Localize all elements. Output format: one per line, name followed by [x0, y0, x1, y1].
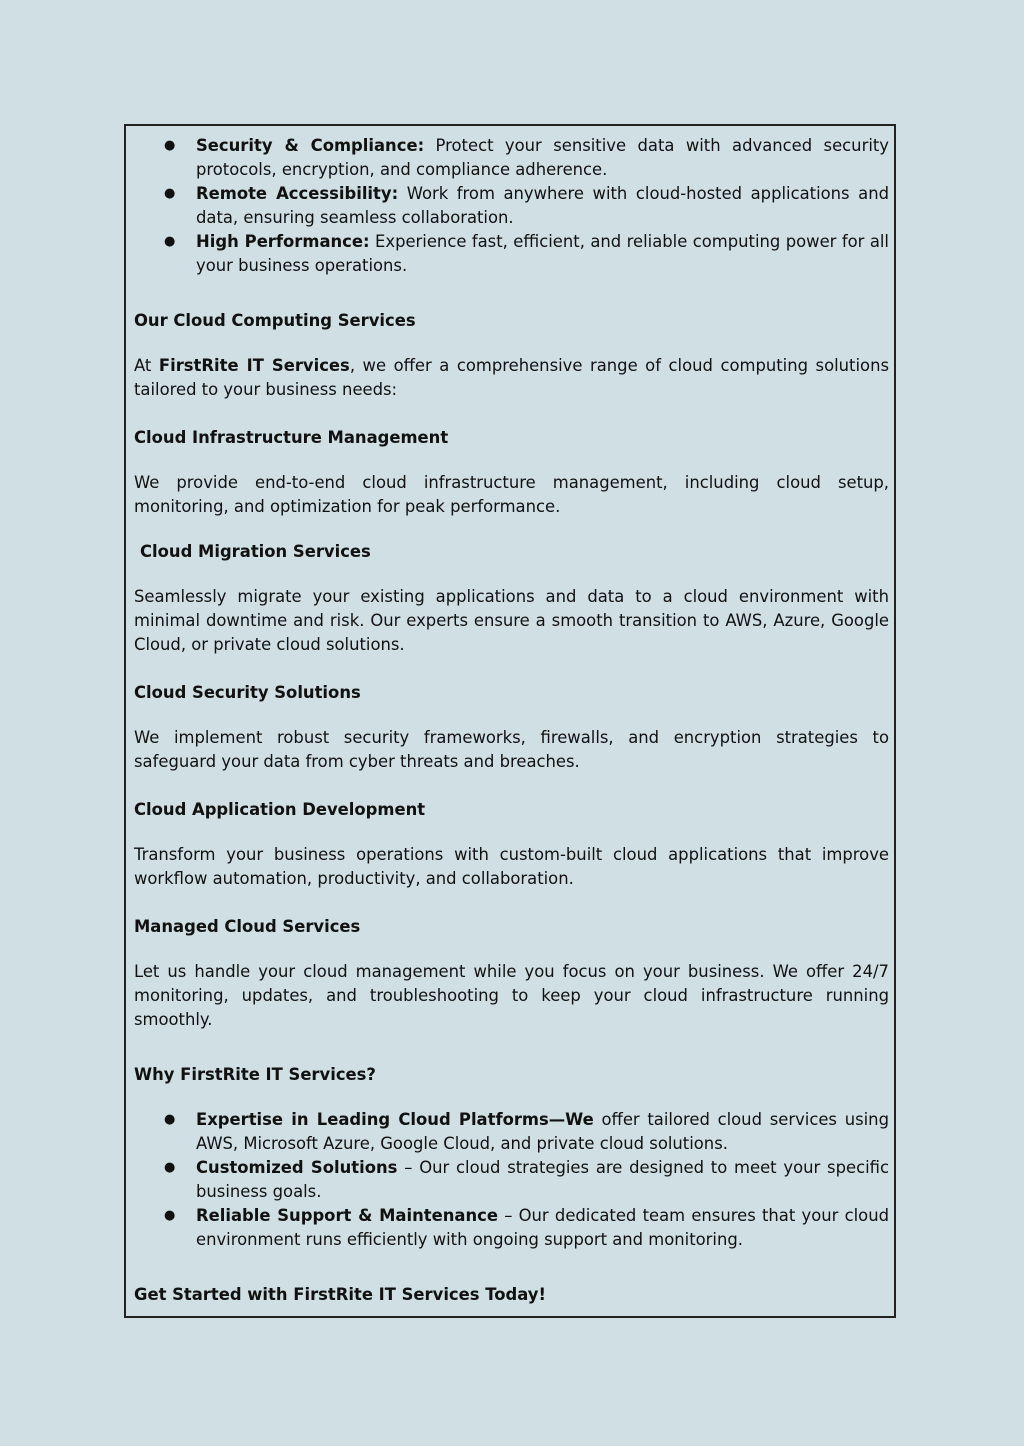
closing-heading: Get Started with FirstRite IT Services Today! [134, 1285, 546, 1304]
why-text: offer tailored cloud services using AWS, Microsoft Azure, Google Cloud, and private cloud solutions. [196, 1110, 889, 1153]
why-list [134, 1108, 889, 1252]
migration-heading: Cloud Migration Services [140, 542, 371, 561]
managed-body: Let us handle your cloud management while you focus on your business. We offer 24/7 monitoring, updates, and troubleshooting to keep your cloud infrastructure running smoothly. [134, 962, 889, 1029]
infrastructure-body: We provide end-to-end cloud infrastructure management, including cloud setup, monitoring, and optimization for peak performance. [134, 473, 889, 516]
infrastructure-heading: Cloud Infrastructure Management [134, 428, 449, 447]
benefit-title: Remote Accessibility: [196, 184, 399, 203]
bullet-icon: ● [164, 1112, 176, 1127]
bullet-icon: ● [164, 138, 176, 153]
services-heading: Our Cloud Computing Services [134, 311, 416, 330]
why-title: Reliable Support & Maintenance [196, 1206, 498, 1225]
services-intro-post: , we offer a comprehensive range of cloud computing solutions tailored to your business needs: [134, 356, 889, 399]
security-body: We implement robust security frameworks, firewalls, and encryption strategies to safeguard your data from cyber threats and breaches. [134, 728, 889, 771]
list-item [134, 1108, 889, 1156]
migration-body: Seamlessly migrate your existing applications and data to a cloud environment with minimal downtime and risk. Our experts ensure a smooth transition to AWS, Azure, Google Cloud, or private cloud solutions. [134, 587, 889, 654]
bullet-icon: ● [164, 186, 176, 201]
services-intro [134, 354, 889, 402]
bullet-icon: ● [164, 1208, 176, 1223]
benefit-text: Experience fast, efficient, and reliable computing power for all your business operations. [196, 232, 889, 275]
list-item [134, 134, 889, 182]
document-content [134, 134, 889, 1307]
list-item [134, 230, 889, 278]
security-heading: Cloud Security Solutions [134, 683, 361, 702]
why-text: – Our cloud strategies are designed to meet your specific business goals. [196, 1158, 889, 1201]
app-dev-body: Transform your business operations with custom-built cloud applications that improve workflow automation, productivity, and collaboration. [134, 845, 889, 888]
benefits-list [134, 134, 889, 278]
list-item [134, 1156, 889, 1204]
services-intro-pre: At [134, 356, 159, 375]
brand-name: FirstRite IT Services [158, 356, 350, 375]
list-item [134, 182, 889, 230]
managed-heading: Managed Cloud Services [134, 917, 361, 936]
document-page [124, 124, 896, 1318]
benefit-title: Security & Compliance: [196, 136, 425, 155]
benefit-title: High Performance: [196, 232, 370, 251]
app-dev-heading: Cloud Application Development [134, 800, 426, 819]
why-text: – Our dedicated team ensures that your cloud environment runs efficiently with ongoing support and monitoring. [196, 1206, 889, 1249]
bullet-icon: ● [164, 234, 176, 249]
bullet-icon: ● [164, 1160, 176, 1175]
why-title: Customized Solutions [196, 1158, 398, 1177]
why-title: Expertise in Leading Cloud Platforms—We [196, 1110, 594, 1129]
benefit-text: Protect your sensitive data with advanced security protocols, encryption, and compliance adherence. [196, 136, 889, 179]
list-item [134, 1204, 889, 1252]
why-heading: Why FirstRite IT Services? [134, 1065, 376, 1084]
benefit-text: Work from anywhere with cloud-hosted applications and data, ensuring seamless collaboration. [196, 184, 889, 227]
